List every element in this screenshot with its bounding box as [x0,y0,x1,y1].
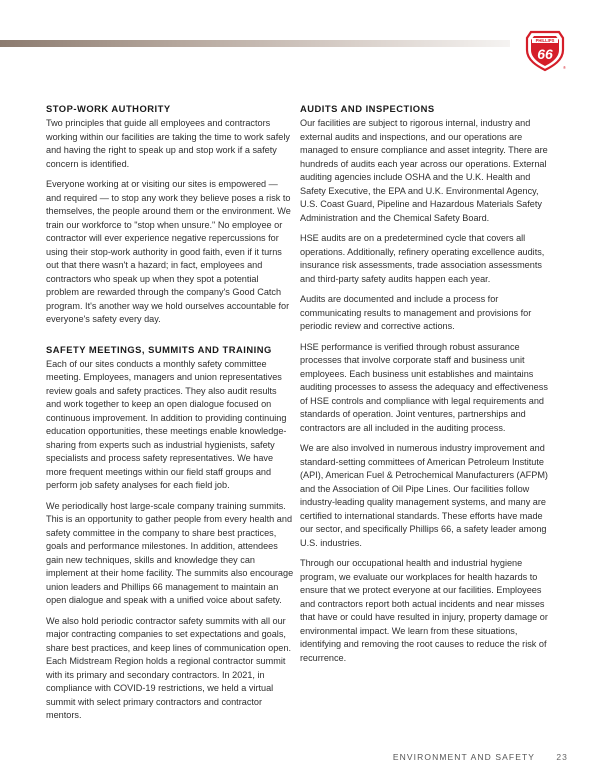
right-column [300,102,548,672]
svg-text:®: ® [563,65,566,70]
paragraph: Our facilities are subject to rigorous internal, industry and external audits and inspections, and our operations are managed to ensure compliance and asset integrity. There are hundreds of audits each year across our operations. External auditing agencies include OSHA and the U.K. Health and Safety Executive, the EPA and U.K. Environmental Agency, U.S. Coast Guard, Pipeline and Hazardous Materials Safety Administration and the Chemical Safety Board. [300,118,548,223]
paragraph: Two principles that guide all employees and contractors working within our facilities are taking the time to work safely and having the right to speak up and stop work if a safety concern is identified. [46,118,290,169]
paragraph: We are also involved in numerous industry improvement and standard-setting committees of American Petroleum Institute (API), American Fuel & Petrochemical Manufacturers (AFPM) and the Association of Oil Pipe Lines. Our facilities follow industry-leading quality management systems, and many are certified to international standards. These efforts have made our sector, and specifically Phillips 66, a safety leader among U.S. industries. [300,443,548,548]
stop-work-authority-heading: STOP-WORK AUTHORITY [46,103,171,114]
audits-inspections-heading: AUDITS AND INSPECTIONS [300,103,435,114]
paragraph: Audits are documented and include a process for communicating results to management and provisions for periodic review and corrective actions. [300,294,532,331]
page-number: 23 [556,752,568,762]
paragraph: HSE audits are on a predetermined cycle that covers all operations. Additionally, refinery operating excellence audits, insurance risk assessments, trade association assessments and third-party safety audits happen each year. [300,233,545,284]
paragraph: Everyone working at or visiting our sites is empowered — and required — to stop any work they believe poses a risk to themselves, the people around them or the environment. We train our workforce to "stop when unsure." No employee or contractor will ever experience negative repercussions for using their stop-work authority in good faith, even if it turns out that there wasn't a hazard; in fact, employees and contractors who speak up when they spot a potential problem are rewarded through the company's Good Catch program. It's another way we hold ourselves accountable for everyone's safety every day. [46,179,291,324]
svg-text:PHILLIPS: PHILLIPS [535,38,555,43]
paragraph: We also hold periodic contractor safety summits with all our major contracting companies to set expectations and goals, share best practices, and keep lines of communication open. Each Midstream Region holds a regional contractor summit with its primary and secondary contractors. In 2021, in compliance with COVID-19 restrictions, we held a virtual summit with select primary contractors and contractor mentors. [46,615,291,720]
footer-section-label: ENVIRONMENT AND SAFETY [392,752,535,762]
paragraph: Each of our sites conducts a monthly safety committee meeting. Employees, managers and union representatives review goals and safety practices. They also audit results and work together to keep an open dialogue focused on continuous improvement. In addition to providing continuing education opportunities, these meetings enable knowledge-sharing from experts such as industrial hygienists, safety specialists and process safety representatives. We have more frequent meetings within our field staff groups and perform job safety analyses for each field job. [46,358,287,490]
paragraph: HSE performance is verified through robust assurance processes that involve corporate staff and business unit employees. Each business unit establishes and maintains auditing processes to assess the adequacy and effectiveness of HSE controls and compliance with legal requirements and standards of operation. Joint ventures, partnerships and contractors are all included in the auditing process. [300,341,548,433]
paragraph: We periodically host large-scale company training summits. This is an opportunity to gather people from every health and safety committee in the company to share best practices, goals and performance milestones. In addition, attendees gain new techniques, skills and knowledge they can implement at their home facility. The summits also encourage union leaders and Phillips 66 management to maintain an open dialogue and speak with a unified voice about safety. [46,500,294,605]
header-rule [0,40,510,47]
page-footer [393,752,568,762]
left-column [46,102,294,730]
phillips-66-logo-icon [523,28,567,72]
paragraph: Through our occupational health and industrial hygiene program, we evaluate our workplaces for health hazards to ensure that we protect everyone at our facilities. Employees and contractors report both actual incidents and near misses that have or could have resulted in injury, property damage or environmental impact. We learn from these situations, identifying and removing the root causes to reduce the risk of recurrence. [300,558,548,663]
safety-meetings-heading: SAFETY MEETINGS, SUMMITS AND TRAINING [46,343,272,355]
svg-text:66: 66 [537,46,553,62]
